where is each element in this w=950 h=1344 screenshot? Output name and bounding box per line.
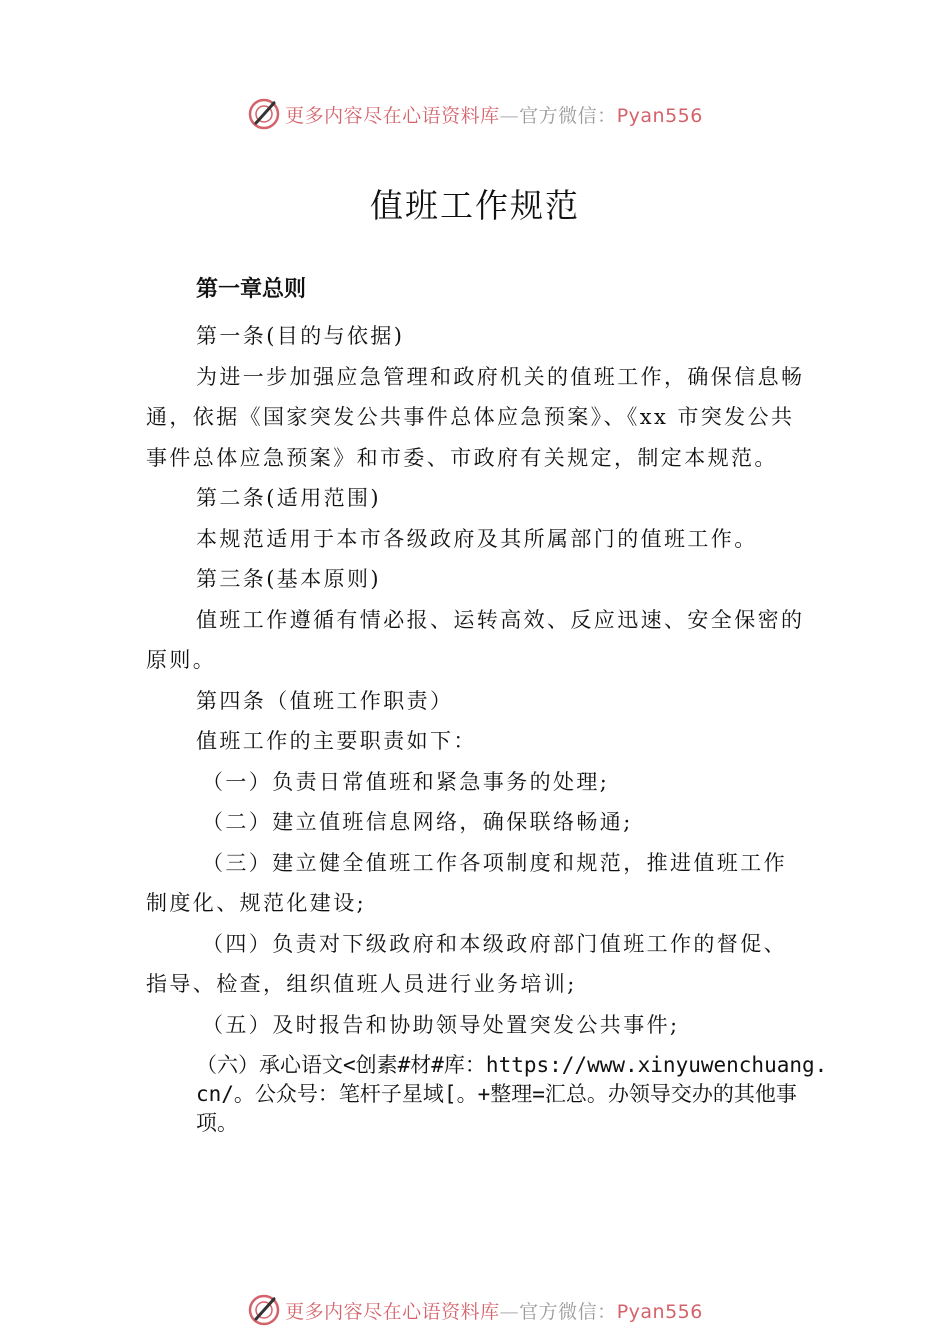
article-4-item: （二）建立值班信息网络，确保联络畅通;: [202, 810, 633, 834]
header-banner: [0, 94, 950, 134]
article-1-body: 为进一步加强应急管理和政府机关的值班工作，确保信息畅通，依据《国家突发公共事件总体应急预案》、《xx 市突发公共事件总体应急预案》和市委、市政府有关规定，制定本规范。: [146, 364, 805, 470]
article-2-body: 本规范适用于本市各级政府及其所属部门的值班工作。: [196, 526, 758, 551]
article-4-item: （五）及时报告和协助领导处置突发公共事件;: [202, 1012, 680, 1037]
header-wechat-id: Pyan556: [616, 104, 703, 127]
article-3-heading: 第三条(基本原则): [196, 567, 381, 591]
footer-banner: [0, 1290, 950, 1330]
chapter-heading: 第一章总则: [196, 277, 307, 302]
header-banner-text: [285, 101, 703, 128]
footer-wechat-label: 官方微信：: [519, 1300, 617, 1323]
footer-wechat-id: Pyan556: [616, 1300, 703, 1323]
header-site-text: 更多内容尽在心语资料库: [285, 104, 500, 127]
article-4-item: （三）建立健全值班工作各项制度和规范，推进值班工作制度化、规范化建设;: [146, 850, 787, 915]
article-4-heading: 第四条（值班工作职责）: [196, 688, 454, 713]
article-4-item: （四）负责对下级政府和本级政府部门值班工作的督促、指导、检查，组织值班人员进行业务培训;: [146, 931, 787, 996]
brand-logo-icon: [247, 1293, 281, 1327]
article-2-heading: 第二条(适用范围): [196, 486, 381, 510]
header-separator: —: [499, 104, 520, 127]
article-1-heading: 第一条(目的与依据): [196, 324, 405, 348]
article-3-body: 值班工作遵循有情必报、运转高效、反应迅速、安全保密的原则。: [146, 607, 805, 672]
article-4-intro: 值班工作的主要职责如下：: [196, 729, 477, 753]
article-4-item: （一）负责日常值班和紧急事务的处理;: [202, 769, 610, 794]
document-body: [146, 270, 828, 1138]
article-4-item: （六）承心语文<创素#材#库：https://www.xinyuwenchuang.cn/。公众号：笔杆子星域[。+整理=汇总。办领导交办的其他事项。: [196, 1053, 828, 1135]
header-wechat-label: 官方微信：: [519, 104, 617, 127]
brand-logo-icon: [247, 97, 281, 131]
footer-banner-text: [285, 1297, 703, 1324]
footer-site-text: 更多内容尽在心语资料库: [285, 1300, 500, 1323]
footer-separator: —: [499, 1300, 520, 1323]
document-title: 值班工作规范: [370, 186, 580, 225]
